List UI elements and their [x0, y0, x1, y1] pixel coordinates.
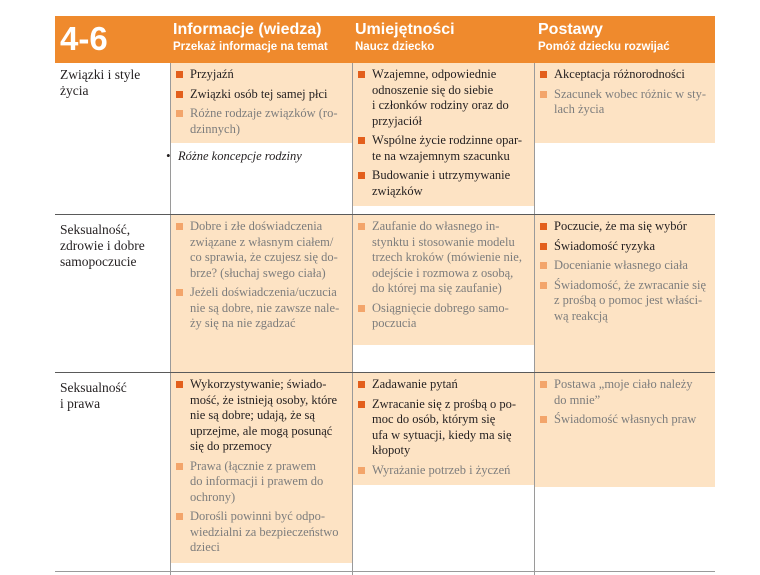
list-item: Akceptacja różnorodności [538, 67, 714, 83]
list-item: Różne rodzaje związków (ro- dzinnych) [174, 106, 350, 137]
list-item: Wykorzystywanie; świado- mość, że istnieją osoby, które nie są dobre; udają, że są uprzejme, ale mogą posunąć się do przemocy [174, 377, 350, 455]
list-item: Osiągnięcie dobrego samo- poczucia [356, 301, 532, 332]
row-label-line: i prawa [60, 396, 101, 411]
list-item: Poczucie, że ma się wybór [538, 219, 714, 235]
bullet-square-icon [358, 305, 365, 312]
bullet-square-icon [358, 223, 365, 230]
row-label-line: Seksualność, [60, 222, 131, 237]
info-list [174, 67, 350, 141]
list-item: Wspólne życie rodzinne opar- te na wzajemnym szacunku [356, 133, 532, 164]
bullet-square-icon [176, 289, 183, 296]
row-label-rights [60, 380, 127, 412]
row-label-line: życia [60, 83, 89, 98]
row-label-line: zdrowie i dobre [60, 238, 145, 253]
bullet-square-icon [176, 513, 183, 520]
skills-list [356, 377, 532, 482]
row-label-line: samopoczucie [60, 254, 137, 269]
list-item: Jeżeli doświadczenia/uczucia nie są dobre, nie zawsze nale- ży się na nie zgadzać [174, 285, 350, 332]
bullet-square-icon [358, 467, 365, 474]
bullet-square-icon [540, 262, 547, 269]
list-item: Postawa „moje ciało należy do mnie” [538, 377, 714, 408]
bullet-square-icon [540, 243, 547, 250]
bullet-square-icon [358, 71, 365, 78]
bullet-square-icon [540, 91, 547, 98]
list-item: Wyrażanie potrzeb i życzeń [356, 463, 532, 479]
bullet-square-icon [358, 381, 365, 388]
attitudes-list [538, 219, 714, 328]
row-label-relationships [60, 67, 140, 99]
row-label-health [60, 222, 145, 270]
list-item: Prawa (łącznie z prawem do informacji i prawem do ochrony) [174, 459, 350, 506]
info-list [174, 377, 350, 560]
skills-list [356, 67, 532, 203]
column-subtitle: Pomóż dziecku rozwijać [538, 41, 670, 53]
bullet-square-icon [358, 172, 365, 179]
list-item: Zadawanie pytań [356, 377, 532, 393]
column-title: Postawy [538, 21, 603, 38]
list-item: Związki osób tej samej płci [174, 87, 350, 103]
list-item: Wzajemne, odpowiednie odnoszenie się do siebie i członków rodziny oraz do przyjaciół [356, 67, 532, 129]
column-title: Umiejętności [355, 21, 455, 38]
bullet-square-icon [540, 223, 547, 230]
list-item: Świadomość, że zwracanie się z prośbą o pomoc jest właści- wą reakcją [538, 278, 714, 325]
info-extra-item: • Różne koncepcje rodziny [166, 149, 302, 163]
age-range-label: 4-6 [60, 20, 108, 57]
skills-list [356, 219, 532, 336]
column-header-attitudes [538, 20, 670, 55]
column-subtitle: Naucz dziecko [355, 41, 435, 53]
bullet-square-icon [358, 137, 365, 144]
row-label-line: Seksualność [60, 380, 127, 395]
column-title: Informacje (wiedza) [173, 21, 322, 38]
table-bottom-border [55, 571, 715, 572]
bullet-square-icon [176, 381, 183, 388]
column-subtitle: Przekaż informacje na temat [173, 41, 328, 53]
list-item: Zwracanie się z prośbą o po- moc do osób, którym się ufa w sytuacji, kiedy ma się kłopoty [356, 397, 532, 459]
list-item: Świadomość własnych praw [538, 412, 714, 428]
bullet-square-icon [540, 416, 547, 423]
header-band [55, 16, 715, 63]
info-list [174, 219, 350, 336]
bullet-square-icon [176, 91, 183, 98]
list-item: Dobre i złe doświadczenia związane z własnym ciałem/ co sprawia, że czujesz się do- brze? (słuchaj swego ciała) [174, 219, 350, 281]
list-item: Przyjaźń [174, 67, 350, 83]
list-item: Szacunek wobec różnic w sty- lach życia [538, 87, 714, 118]
attitudes-list [538, 67, 714, 122]
bullet-square-icon [358, 401, 365, 408]
bullet-square-icon [176, 223, 183, 230]
attitudes-list [538, 377, 714, 432]
bullet-square-icon [540, 381, 547, 388]
list-item: Docenianie własnego ciała [538, 258, 714, 274]
bullet-square-icon [176, 71, 183, 78]
list-item: Budowanie i utrzymywanie związków [356, 168, 532, 199]
list-item: Zaufanie do własnego in- stynktu i stosowanie modelu trzech kroków (mówienie nie, odejście i rozmowa z osobą, do której ma się zaufanie) [356, 219, 532, 297]
list-item: Świadomość ryzyka [538, 239, 714, 255]
list-item: Dorośli powinni być odpo- wiedzialni za bezpieczeństwo dzieci [174, 509, 350, 556]
bullet-square-icon [176, 110, 183, 117]
bullet-square-icon [176, 463, 183, 470]
column-header-info [173, 20, 328, 55]
bullet-dot-icon: • [166, 149, 171, 163]
bullet-square-icon [540, 282, 547, 289]
bullet-square-icon [540, 71, 547, 78]
column-header-skills [355, 20, 455, 55]
row-label-line: Związki i style [60, 67, 141, 82]
